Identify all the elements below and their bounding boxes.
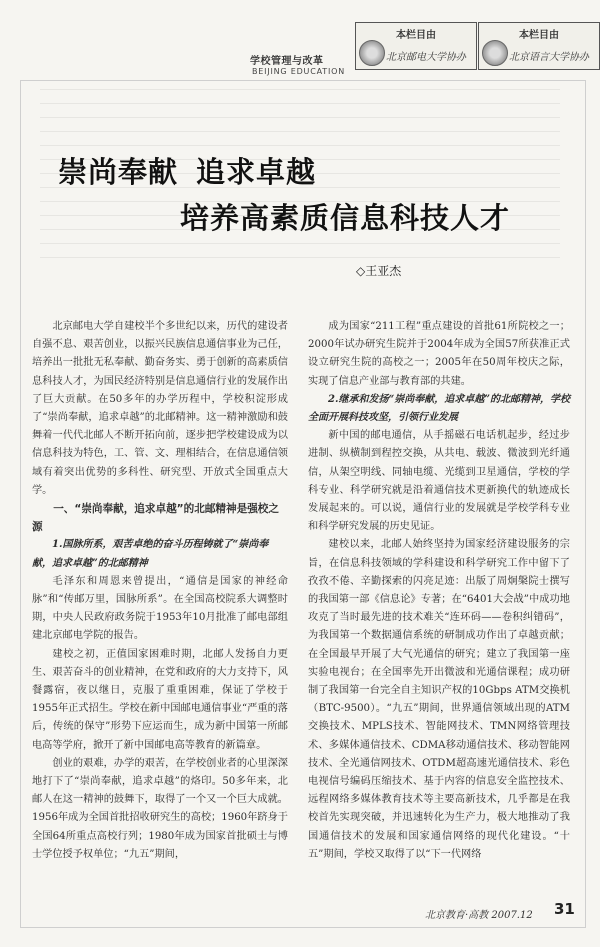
sponsor-top-text: 本栏目由 (519, 30, 559, 41)
body-paragraph: 建校以来，北邮人始终坚持为国家经济建设服务的宗旨，在信息科技领域的学科建设和科学研究工作中留下了孜孜不倦、辛勤探索的闪亮足迹：出版了周炯槃院士撰写的我国第一部《信息论》专著；在“6401大会战”中成功地攻克了当时最先进的技术难关“连环码——卷积纠错码”，为我国第一个数据通信系统的研制成功作出了卓越贡献；在全国最早开展了大气光通信的研究；建立了我国第一座实验电视台；在全国率先开出微波和光通信课程；成功研制了我国第一台完全自主知识产权的10Gbps ATM交换机（BTC-9500）。“九五”期间，世界通信领域出现的ATM交换技术、MPLS技术、智能网技术、TMN网络管理技术、多媒体通信技术、CDMA移动通信技术、移动智能网技术、全光通信网技术、OTDM超高速光通信技术、彩色电视信号编码压缩技术、基于内容的信息安全监控技术、远程网络多媒体教育技术等主要高新技术，几乎都是在我校首先实现突破，并迅速转化为生产力，极大地推动了我国通信技术的发展和国家通信网络的现代化建设。“十五”期间，学校又取得了以“下一代网络 (308, 539, 570, 860)
body-paragraph: 新中国的邮电通信，从手摇磁石电话机起步，经过步进制、纵横制到程控交换，从共电、载波、微波到光纤通信，从架空明线、同轴电缆、光缆到卫星通信，学校的学科专业、科学研究就是沿着通信技术更新换代的轨迹成长发展起来的。可以说，通信行业的发展就是学校学科专业和科学研究发展的历史见证。 (308, 430, 570, 533)
right-column (308, 318, 570, 864)
section-label: 学校管理与改革 (250, 56, 324, 67)
journal-footer: 北京教育·高教 2007.12 (425, 910, 533, 921)
article-title-line1 (58, 150, 334, 191)
section-heading: 2.继承和发扬“崇尚奉献，追求卓越”的北邮精神，学校全面开展科技攻坚，引领行业发展 (308, 393, 570, 424)
left-column (32, 318, 288, 864)
section-label-en: BEIJING EDUCATION (252, 67, 345, 76)
sponsor-box-bupt (355, 22, 477, 70)
sponsor-bottom-text: 北京语言大学协办 (509, 52, 589, 63)
article-title-line2: 培养高素质信息科技人才 (180, 201, 511, 235)
sponsor-bottom-text: 北京邮电大学协办 (386, 52, 466, 63)
article-author: ◇王亚杰 (356, 264, 402, 278)
page-number: 31 (554, 900, 575, 918)
body-paragraph: 毛泽东和周恩来曾提出，“通信是国家的神经命脉”和“传邮万里，国脉所系”。在全国高校院系大调整时期，中央人民政府政务院于1953年10月批准了邮电部组建北京邮电学院的报告。 (32, 575, 288, 642)
university-emblem-icon (482, 40, 508, 66)
body-paragraph: 建校之初，正值国家困难时期，北邮人发扬自力更生、艰苦奋斗的创业精神，在党和政府的大力支持下，风餐露宿，夜以继日，克服了重重困难，保证了学校于1955年正式招生。学校在新中国邮电通信事业“严重的落后，传统的保守”形势下应运而生，成为新中国第一所邮电高等学府，掀开了新中国邮电高等教育的新篇章。 (32, 648, 288, 751)
body-paragraph: 成为国家“211工程”重点建设的首批61所院校之一；2000年试办研究生院并于2004年成为全国57所获准正式设立研究生院的高校之一；2005年在50周年校庆之际，实现了信息产业部与教育部的共建。 (308, 321, 570, 387)
section-heading: 一、“崇尚奉献，追求卓越”的北邮精神是强校之源 (32, 503, 279, 534)
sponsor-top-text: 本栏目由 (396, 30, 436, 41)
section-heading: 1.国脉所系，艰苦卓绝的奋斗历程铸就了“崇尚奉献，追求卓越”的北邮精神 (32, 539, 269, 569)
body-paragraph: 创业的艰难，办学的艰苦，在学校创业者的心里深深地打下了“崇尚奉献，追求卓越”的烙印。50多年来，北邮人在这一精神的鼓舞下，取得了一个又一个巨大成就。1956年成为全国首批招收研究生的高校；1960年跻身于全国64所重点高校行列；1980年成为国家首批硕士与博士学位授予权单位；“九五”期间， (32, 757, 288, 860)
title-part: 追求卓越 (196, 155, 317, 189)
body-paragraph: 北京邮电大学自建校半个多世纪以来，历代的建设者自强不息、艰苦创业，以振兴民族信息通信事业为己任，培养出一批批无私奉献、勤奋务实、勇于创新的高素质信息科技人才，为国民经济特别是信息通信行业的发展作出了巨大贡献。在50多年的办学历程中，学校积淀形成了“崇尚奉献，追求卓越”的北邮精神。这一精神激励和鼓舞着一代代北邮人不断开拓向前，逐步把学校建设成为以信息科技为特色，工、管、文、理相结合，在信息通信领域有着突出优势的多科性、研究型、开放式全国重点大学。 (32, 321, 288, 496)
title-part: 崇尚奉献 (58, 155, 179, 189)
sponsor-box-blcu (478, 22, 600, 70)
university-emblem-icon (359, 40, 385, 66)
